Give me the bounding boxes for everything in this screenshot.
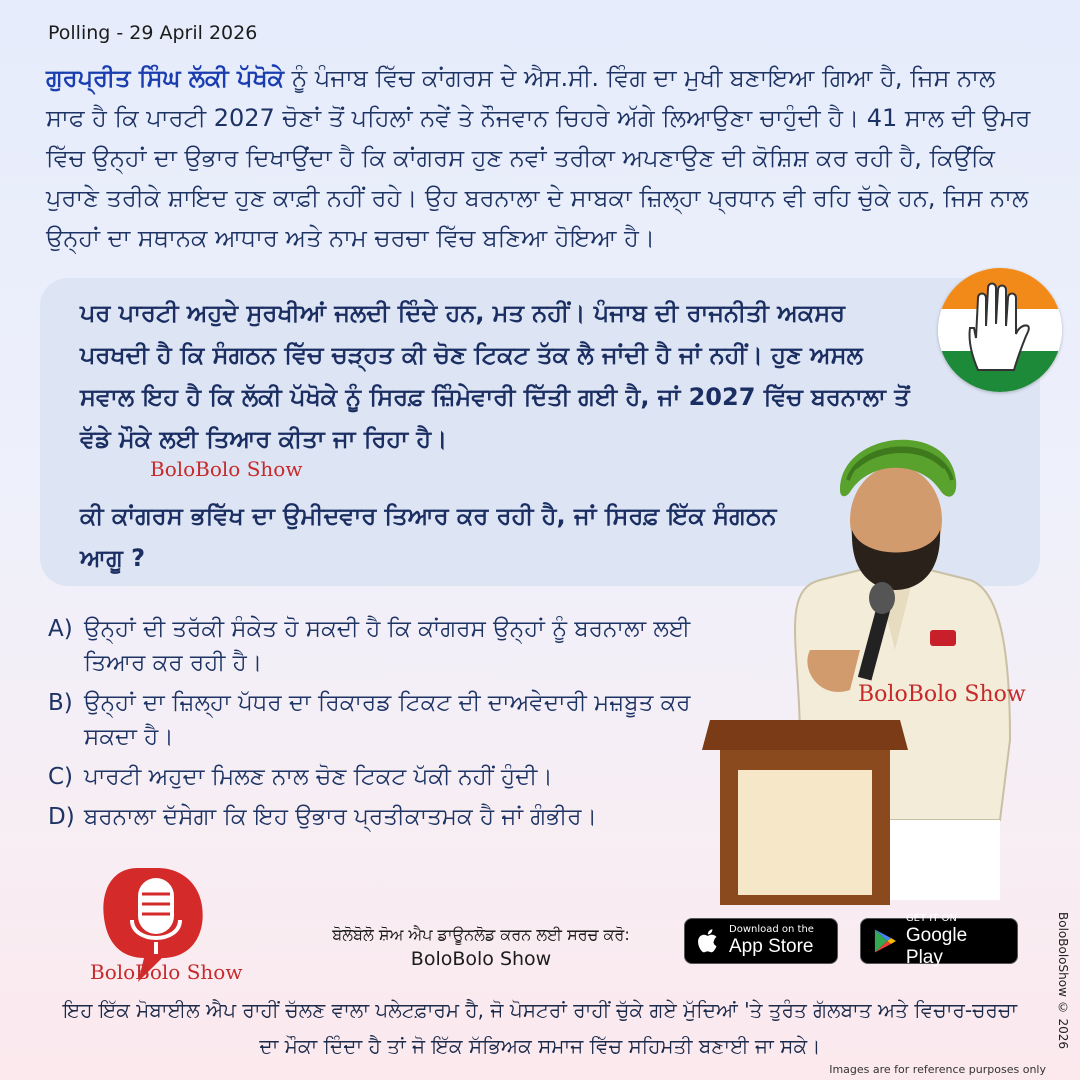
option-a[interactable]: A) ਉਨ੍ਹਾਂ ਦੀ ਤਰੱਕੀ ਸੰਕੇਤ ਹੋ ਸਕਦੀ ਹੈ ਕਿ ਕਾਂਗਰਸ ਉਨ੍ਹਾਂ ਨੂੰ ਬਰਨਾਲਾ ਲਈ ਤਿਆਰ ਕਰ ਰਹੀ ਹੈ। (48, 616, 691, 676)
google-play-icon (873, 927, 898, 955)
brand-logo-text: BoloBolo Show (90, 960, 243, 984)
option-d[interactable]: D) ਬਰਨਾਲਾ ਦੱਸੇਗਾ ਕਿ ਇਹ ਉਭਾਰ ਪ੍ਰਤੀਕਾਤਮਕ ਹੈ ਜਾਂ ਗੰਭੀਰ। (48, 804, 598, 830)
download-instruction: ਬੋਲੋਬੋਲੋ ਸ਼ੋਅ ਐਪ ਡਾਊਨਲੋਡ ਕਰਨ ਲਈ ਸਰਚ ਕਰੋ: (332, 925, 630, 944)
option-b[interactable]: B) ਉਨ੍ਹਾਂ ਦਾ ਜ਼ਿਲ੍ਹਾ ਪੱਧਰ ਦਾ ਰਿਕਾਰਡ ਟਿਕਟ ਦੀ ਦਾਅਵੇਦਾਰੀ ਮਜ਼ਬੂਤ ਕਰ ਸਕਦਾ ਹੈ। (48, 690, 691, 750)
congress-hand-logo (938, 268, 1062, 392)
speaker-illustration (700, 420, 1060, 910)
footer-text: ਇਹ ਇੱਕ ਮੋਬਾਈਲ ਐਪ ਰਾਹੀਂ ਚੱਲਣ ਵਾਲਾ ਪਲੇਟਫ਼ਾਰਮ ਹੈ, ਜੋ ਪੋਸਟਰਾਂ ਰਾਹੀਂ ਚੁੱਕੇ ਗਏ ਮੁੱਦਿਆਂ 'ਤੇ ਤੁਰੰਤ ਗੱਲਬਾਤ ਅਤੇ ਵਿਚਾਰ-ਚਰਚਾ ਦਾ ਮੌਕਾ ਦਿੰਦਾ ਹੈ ਤਾਂ ਜੋ ਇੱਕ ਸੱਭਿਅਕ ਸਮਾਜ ਵਿੱਚ ਸਹਿਮਤੀ ਬਣਾਈ ਜਾ ਸਕੇ। (62, 998, 1018, 1058)
download-brand: BoloBolo Show (410, 948, 552, 970)
politician-name: ਗੁਰਪ੍ਰੀਤ ਸਿੰਘ ਲੱਕੀ ਪੱਖੋਕੇ (46, 64, 285, 92)
reference-note: Images are for reference purposes only (829, 1063, 1046, 1076)
intro-paragraph (46, 58, 1036, 258)
apple-icon (697, 927, 721, 955)
date-line: Polling - 29 April 2026 (48, 22, 258, 44)
option-c[interactable]: C) ਪਾਰਟੀ ਅਹੁਦਾ ਮਿਲਣ ਨਾਲ ਚੋਣ ਟਿਕਟ ਪੱਕੀ ਨਹੀਂ ਹੁੰਦੀ। (48, 764, 553, 790)
watermark: BoloBolo Show (150, 457, 303, 481)
google-play-button[interactable]: GET IT ON Google Play (860, 918, 1018, 964)
quote-text: ਪਰ ਪਾਰਟੀ ਅਹੁਦੇ ਸੁਰਖੀਆਂ ਜਲਦੀ ਦਿੰਦੇ ਹਨ, ਮਤ ਨਹੀਂ। ਪੰਜਾਬ ਦੀ ਰਾਜਨੀਤੀ ਅਕਸਰ ਪਰਖਦੀ ਹੈ ਕਿ ਸੰਗਠਨ ਵਿੱਚ ਚੜ੍ਹਤ ਕੀ ਚੋਣ ਟਿਕਟ ਤੱਕ ਲੈ ਜਾਂਦੀ ਹੈ ਜਾਂ ਨਹੀਂ। ਹੁਣ ਅਸਲ ਸਵਾਲ ਇਹ ਹੈ ਕਿ ਲੱਕੀ ਪੱਖੋਕੇ ਨੂੰ ਸਿਰਫ਼ ਜ਼ਿੰਮੇਵਾਰੀ ਦਿੱਤੀ ਗਈ ਹੈ, ਜਾਂ 2027 ਵਿੱਚ ਬਰਨਾਲਾ ਤੋਂ ਵੱਡੇ ਮੌਕੇ ਲਈ ਤਿਆਰ ਕੀਤਾ ਜਾ ਰਿਹਾ ਹੈ। (80, 299, 910, 453)
intro-text: ਨੂੰ ਪੰਜਾਬ ਵਿੱਚ ਕਾਂਗਰਸ ਦੇ ਐਸ.ਸੀ. ਵਿੰਗ ਦਾ ਮੁਖੀ ਬਣਾਇਆ ਗਿਆ ਹੈ, ਜਿਸ ਨਾਲ ਸਾਫ ਹੈ ਕਿ ਪਾਰਟੀ 2027 ਚੋਣਾਂ ਤੋਂ ਪਹਿਲਾਂ ਨਵੇਂ ਤੇ ਨੌਜਵਾਨ ਚਿਹਰੇ ਅੱਗੇ ਲਿਆਉਣਾ ਚਾਹੁੰਦੀ ਹੈ। 41 ਸਾਲ ਦੀ ਉਮਰ ਵਿੱਚ ਉਨ੍ਹਾਂ ਦਾ ਉਭਾਰ ਦਿਖਾਉਂਦਾ ਹੈ ਕਿ ਕਾਂਗਰਸ ਹੁਣ ਨਵਾਂ ਤਰੀਕਾ ਅਪਣਾਉਣ ਦੀ ਕੋਸ਼ਿਸ਼ ਕਰ ਰਹੀ ਹੈ, ਕਿਉਂਕਿ ਪੁਰਾਣੇ ਤਰੀਕੇ ਸ਼ਾਇਦ ਹੁਣ ਕਾਫ਼ੀ ਨਹੀਂ ਰਹੇ। ਉਹ ਬਰਨਾਲਾ ਦੇ ਸਾਬਕਾ ਜ਼ਿਲ੍ਹਾ ਪ੍ਰਧਾਨ ਵੀ ਰਹਿ ਚੁੱਕੇ ਹਨ, ਜਿਸ ਨਾਲ ਉਨ੍ਹਾਂ ਦਾ ਸਥਾਨਕ ਆਧਾਰ ਅਤੇ ਨਾਮ ਚਰਚਾ ਵਿੱਚ ਬਣਿਆ ਹੋਇਆ ਹੈ। (46, 64, 1031, 252)
poll-question: ਕੀ ਕਾਂਗਰਸ ਭਵਿੱਖ ਦਾ ਉਮੀਦਵਾਰ ਤਿਆਰ ਕਰ ਰਹੀ ਹੈ, ਜਾਂ ਸਿਰਫ਼ ਇੱਕ ਸੰਗਠਨ ਆਗੂ ? (80, 502, 777, 572)
copyright-vertical: BoloBoloShow © 2026 (1056, 912, 1070, 1050)
app-store-button[interactable]: Download on the App Store (684, 918, 838, 964)
poll-options (48, 612, 748, 840)
watermark-overlay: BoloBolo Show (858, 682, 1026, 707)
